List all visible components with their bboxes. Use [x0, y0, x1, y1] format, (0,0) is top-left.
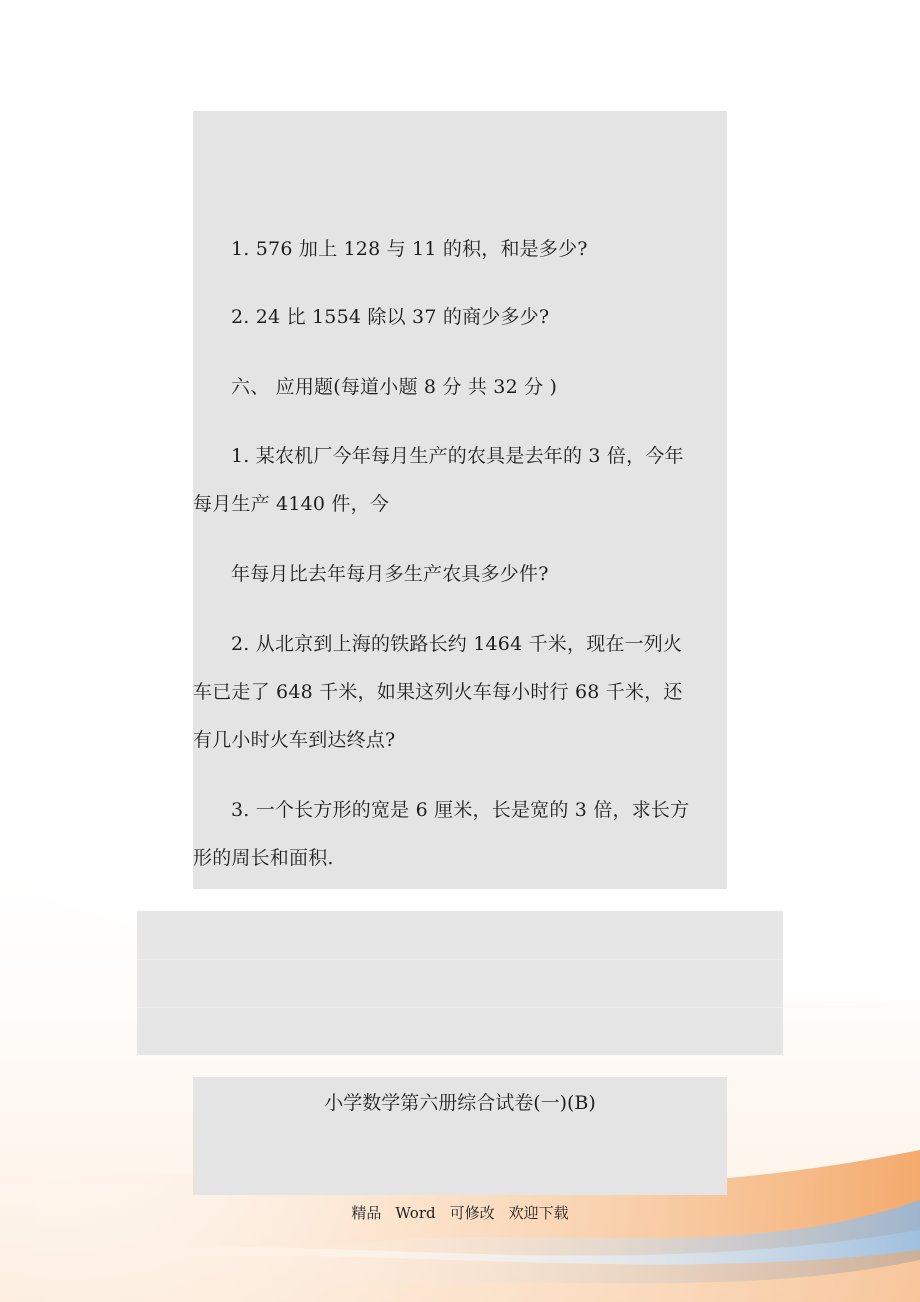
- footer-download: 欢迎下载: [508, 1204, 569, 1222]
- question-line: 车已走了 648 千米，如果这列火车每小时行 68 千米，还: [193, 681, 683, 703]
- footer-jingpin: 精品: [351, 1204, 382, 1222]
- exam-title: 小学数学第六册综合试卷(一)(B): [324, 1092, 596, 1114]
- question-line: 2. 从北京到上海的铁路长约 1464 千米，现在一列火: [231, 633, 683, 655]
- question-line: 年每月比去年每月多生产农具多少件?: [231, 563, 549, 585]
- blank-panel: [137, 911, 783, 1055]
- divider: [137, 959, 783, 960]
- question-line: 1. 某农机厂今年每月生产的农具是去年的 3 倍，今年: [231, 445, 684, 467]
- question-panel: [193, 111, 727, 889]
- question-line: 1. 576 加上 128 与 11 的积，和是多少?: [231, 238, 588, 260]
- footer-editable: 可修改: [449, 1204, 495, 1222]
- question-line: 形的周长和面积.: [193, 847, 334, 869]
- question-line: 2. 24 比 1554 除以 37 的商少多少?: [231, 306, 550, 328]
- title-panel: [193, 1077, 727, 1195]
- divider: [137, 1007, 783, 1008]
- question-line: 有几小时火车到达终点?: [193, 729, 396, 751]
- question-line: 每月生产 4140 件，今: [193, 493, 390, 515]
- section-heading: 六、 应用题(每道小题 8 分 共 32 分 ): [231, 376, 558, 398]
- footer-word: Word: [395, 1204, 436, 1222]
- question-line: 3. 一个长方形的宽是 6 厘米，长是宽的 3 倍，求长方: [231, 799, 690, 821]
- footer-text: [0, 1202, 920, 1224]
